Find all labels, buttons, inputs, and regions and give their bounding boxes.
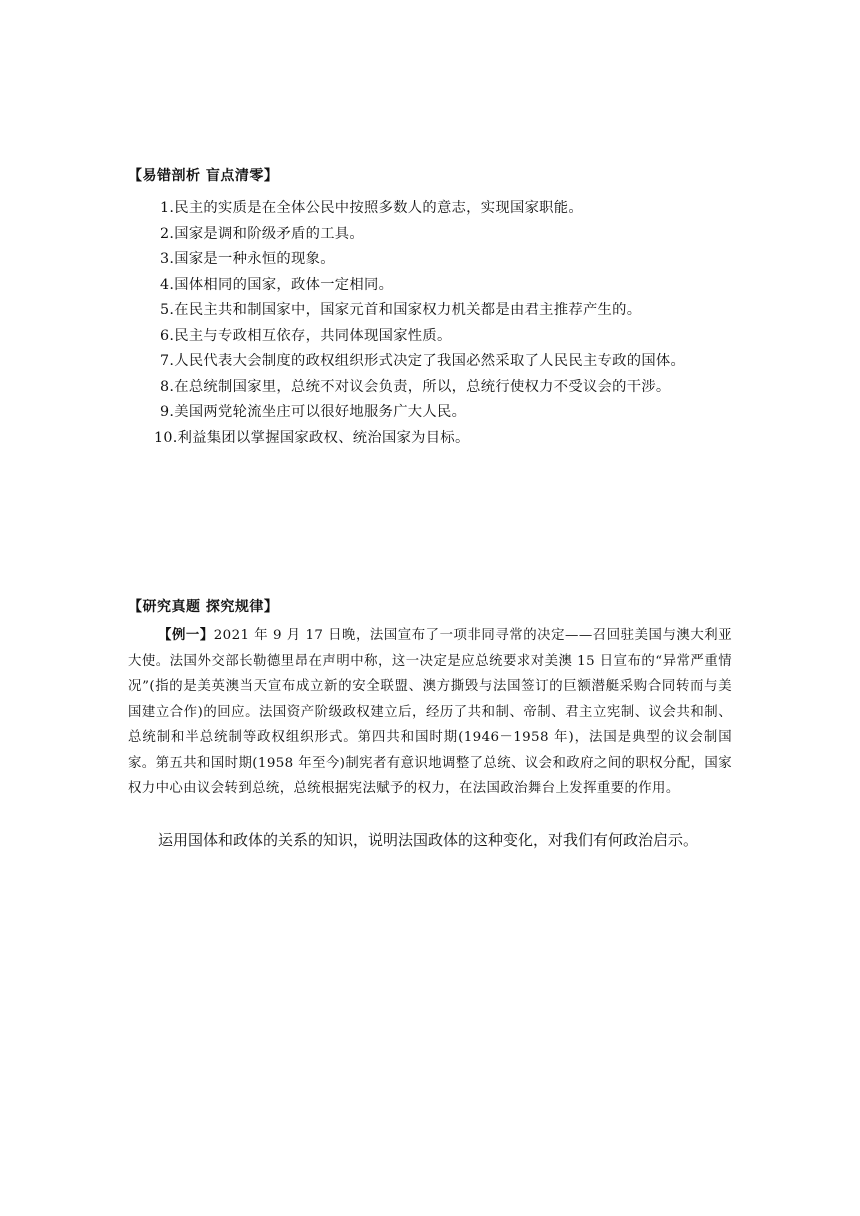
list-item: 2.国家是调和阶级矛盾的工具。 <box>160 225 364 242</box>
section-heading-mistakes: 【易错剖析 盲点清零】 <box>128 168 279 184</box>
list-item: 1.民主的实质是在全体公民中按照多数人的意志，实现国家职能。 <box>160 200 583 216</box>
example-paragraph <box>128 623 732 802</box>
list-item: 10.利益集团以掌握国家政权、统治国家为目标。 <box>154 429 470 446</box>
list-item: 6.民主与专政相互依存，共同体现国家性质。 <box>160 327 452 344</box>
list-item: 9.美国两党轮流坐庄可以很好地服务广大人民。 <box>160 404 467 420</box>
section-heading-research: 【研究真题 探究规律】 <box>128 599 279 615</box>
mistake-list <box>128 196 734 451</box>
list-item: 3.国家是一种永恒的现象。 <box>160 251 335 267</box>
list-item: 4.国体相同的国家，政体一定相同。 <box>160 276 394 293</box>
list-item: 8.在总统制国家里，总统不对议会负责，所以，总统行使权力不受议会的干涉。 <box>160 378 671 395</box>
example-label: 【例一】 <box>158 628 214 643</box>
list-item: 5.在民主共和制国家中，国家元首和国家权力机关都是由君主推荐产生的。 <box>160 302 642 318</box>
list-item: 7.人民代表大会制度的政权组织形式决定了我国必然采取了人民民主专政的国体。 <box>160 353 686 369</box>
question-text: 运用国体和政体的关系的知识，说明法国政体的这种变化，对我们有何政治启示。 <box>158 831 699 849</box>
example-text: 2021 年 9 月 17 日晚，法国宣布了一项非同寻常的决定——召回驻美国与澳大利亚大使。法国外交部长勒德里昂在声明中称，这一决定是应总统要求对美澳 15 日宣布的“异常严重情况”(指的是美英澳当天宣布成立新的安全联盟、澳方撕毁与法国签订的巨额潜艇采购合同转而与美国建立合作)的回应。法国资产阶级政权建立后，经历了共和制、帝制、君主立宪制、议会共和制、总统制和半总统制等政权组织形式。第四共和国时期(1946－1958 年)，法国是典型的议会制国家。第五共和国时期(1958 年至今)制宪者有意识地调整了总统、议会和政府之间的职权分配，国家权力中心由议会转到总统，总统根据宪法赋予的权力，在法国政治舞台上发挥重要的作用。 <box>128 628 732 796</box>
